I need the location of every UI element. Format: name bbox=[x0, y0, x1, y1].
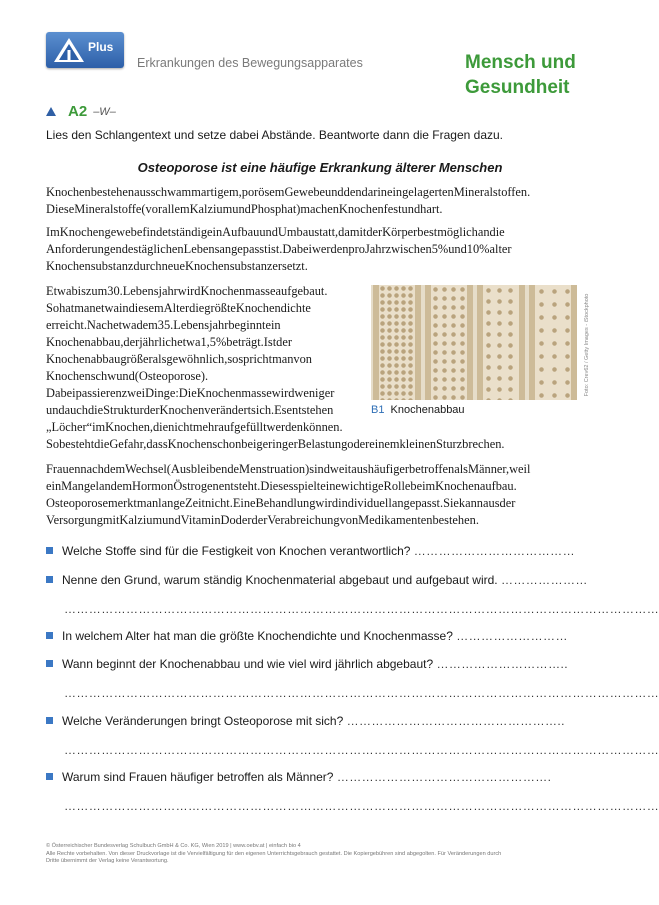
text-line: FrauennachdemWechsel(AusbleibendeMenstruation)sindweitaushäufigerbetroffenalsMänner,weil bbox=[46, 462, 531, 476]
figure-caption bbox=[371, 404, 465, 416]
answer-dots[interactable]: ………………………………… bbox=[413, 544, 575, 558]
task-code: A2 bbox=[68, 103, 88, 120]
bullet-square-icon bbox=[46, 660, 53, 667]
photo-credit-text: Foto: Crev62 / Getty Images - iStockphoto bbox=[584, 293, 590, 397]
text-line: Knochenabbaugrößeralsgewöhnlich,sosprichtmanvon bbox=[46, 352, 312, 366]
answer-line[interactable]: ……………………………………………………………………………………………………………………………… bbox=[64, 602, 659, 616]
bullet-square-icon bbox=[46, 576, 53, 583]
text-line: einMangelandemHormonÖstrogenentsteht.DiesesspielteinewichtigeRollebeimKnochenaufbau. bbox=[46, 479, 517, 493]
question-6 bbox=[46, 770, 586, 784]
text-line: Knochenschwund(Osteoporose). bbox=[46, 369, 209, 383]
footer-copyright bbox=[46, 843, 586, 866]
bone-section-3 bbox=[477, 285, 525, 400]
question-text: Nenne den Grund, warum ständig Knochenmaterial abgebaut und aufgebaut wird. bbox=[62, 573, 498, 587]
question-text: Wann beginnt der Knochenabbau und wie viel wird jährlich abgebaut? bbox=[62, 657, 434, 671]
question-5 bbox=[46, 714, 586, 728]
text-line: DabeipassierenzweiDinge:DieKnochenmassewirdweniger bbox=[46, 386, 335, 400]
figure-label: B1 bbox=[371, 404, 385, 416]
answer-dots[interactable]: ……………………………………………. bbox=[336, 770, 552, 784]
answer-dots[interactable]: ……………………… bbox=[456, 629, 568, 643]
footer-line: Alle Rechte vorbehalten. Von dieser Druckvorlage ist die Vervielfältigung für den eigenen Unterrichtsgebrauch gestattet. Die Kopiergebühren sind abgegolten. Für Veränderungen durch bbox=[46, 850, 502, 857]
answer-line[interactable]: ……………………………………………………………………………………………………………………………… bbox=[64, 686, 659, 700]
answer-dots[interactable]: ………………………….. bbox=[436, 657, 568, 671]
photo-credit bbox=[583, 292, 593, 404]
paragraph-2 bbox=[46, 224, 606, 275]
brand-line-2: Gesundheit bbox=[465, 77, 570, 98]
text-line: DieseMineralstoffe(vorallemKalziumundPhosphat)machenKnochenfestundhart. bbox=[46, 202, 443, 216]
figure-caption-text: Knochenabbau bbox=[390, 404, 465, 416]
text-line: Knochenbestehenausschwammartigem,porösemGewebeunddendarineingelagertenMineralstoffen. bbox=[46, 185, 531, 199]
bullet-square-icon bbox=[46, 632, 53, 639]
text-line: ImKnochengewebefindetständigeinAufbauundUmbaustatt,damitderKörperbestmöglichandie bbox=[46, 225, 505, 239]
paragraph-1 bbox=[46, 184, 606, 218]
task-level: –W– bbox=[93, 105, 116, 118]
subject-heading: Erkrankungen des Bewegungsapparates bbox=[137, 56, 363, 70]
text-line: VersorgungmitKalziumundVitaminDoderderVerabreichungvonMedikamentenbestehen. bbox=[46, 513, 479, 527]
task-heading bbox=[46, 103, 116, 120]
plus-logo bbox=[46, 32, 124, 68]
question-text: Welche Veränderungen bringt Osteoporose mit sich? bbox=[62, 714, 344, 728]
bullet-square-icon bbox=[46, 773, 53, 780]
bone-loss-image bbox=[371, 285, 577, 400]
footer-line: Dritte übernimmt der Verlag keine Verantwortung. bbox=[46, 858, 169, 865]
logo-label: Plus bbox=[88, 40, 114, 54]
brand-title bbox=[465, 50, 576, 100]
text-line: erreicht.Nachetwadem35.Lebensjahrbeginntein bbox=[46, 318, 281, 332]
bullet-square-icon bbox=[46, 717, 53, 724]
level-triangle-icon bbox=[46, 107, 56, 116]
text-line: SobestehtdieGefahr,dassKnochenschonbeigeringerBelastungodereinemkleinenSturzbrechen. bbox=[46, 437, 505, 451]
bullet-square-icon bbox=[46, 547, 53, 554]
question-text: In welchem Alter hat man die größte Knochendichte und Knochenmasse? bbox=[62, 629, 453, 643]
triangle-logo-icon bbox=[52, 36, 86, 64]
question-2 bbox=[46, 573, 586, 587]
question-text: Warum sind Frauen häufiger betroffen als Männer? bbox=[62, 770, 334, 784]
paragraph-4 bbox=[46, 461, 606, 529]
bone-section-2 bbox=[425, 285, 473, 400]
answer-dots[interactable]: …………………………………………….. bbox=[346, 714, 565, 728]
footer-line: © Österreichischer Bundesverlag Schulbuch GmbH & Co. KG, Wien 2019 | www.oebv.at | einfach bio 4 bbox=[46, 843, 301, 849]
question-text: Welche Stoffe sind für die Festigkeit von Knochen verantwortlich? bbox=[62, 544, 411, 558]
text-line: OsteoporosemerktmanlangeZeitnicht.EineBehandlungwirdindividuellangepasst.Siekannausder bbox=[46, 496, 516, 510]
text-line: SohatmanetwaindiesemAlterdiegrößteKnochendichte bbox=[46, 301, 311, 315]
text-line: Etwabiszum30.LebensjahrwirdKnochenmasseaufgebaut. bbox=[46, 284, 328, 298]
bone-section-1 bbox=[373, 285, 421, 400]
answer-line[interactable]: ……………………………………………………………………………………………………………………………… bbox=[64, 799, 659, 813]
text-line: KnochensubstanzdurchneueKnochensubstanzersetzt. bbox=[46, 259, 308, 273]
text-line: undauchdieStrukturderKnochenverändertsich.Esentstehen bbox=[46, 403, 334, 417]
article-title: Osteoporose ist eine häufige Erkrankung älterer Menschen bbox=[137, 160, 503, 175]
question-1 bbox=[46, 544, 586, 558]
question-4 bbox=[46, 657, 586, 671]
text-line: AnforderungendestäglichenLebensangepasstist.DabeiwerdenproJahrzwischen5%und10%alter bbox=[46, 242, 512, 256]
question-3 bbox=[46, 629, 586, 643]
brand-line-1: Mensch und bbox=[465, 52, 576, 73]
bone-section-4 bbox=[529, 285, 577, 400]
text-line: „Löcher“imKnochen,dienichtmehraufgefülltwerdenkönnen. bbox=[46, 420, 343, 434]
answer-line[interactable]: ……………………………………………………………………………………………………………………………… bbox=[64, 743, 659, 757]
answer-dots[interactable]: ………………… bbox=[500, 573, 588, 587]
text-line: Knochenabbau,derjährlichetwa1,5%beträgt.Istder bbox=[46, 335, 292, 349]
task-instruction: Lies den Schlangentext und setze dabei Abstände. Beantworte dann die Fragen dazu. bbox=[46, 128, 503, 142]
